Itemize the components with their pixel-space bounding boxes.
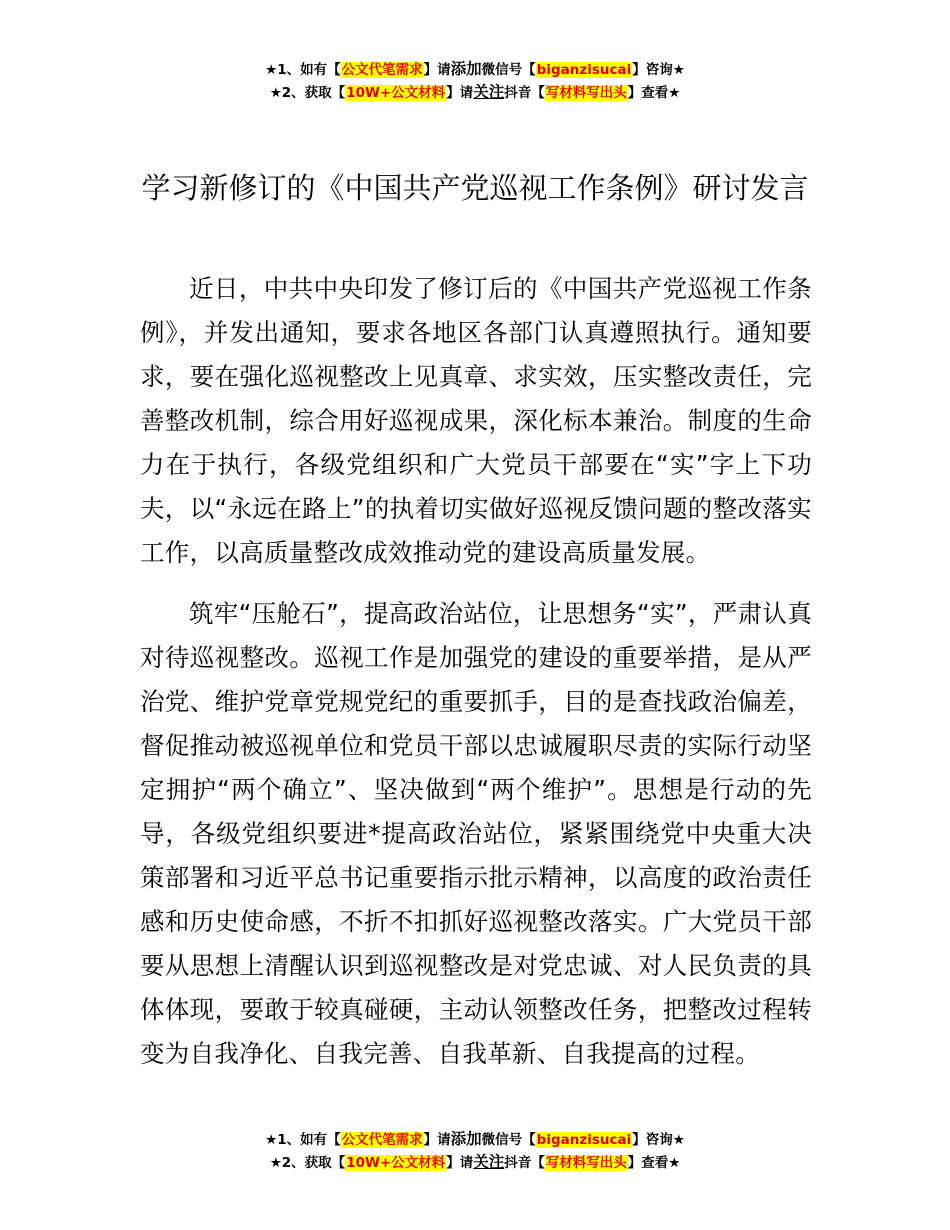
highlight-wechat-id: biganzisucai: [536, 62, 632, 78]
highlight-materials: 10W+公文材料: [346, 1155, 446, 1171]
document-body: [140, 267, 812, 1093]
paragraph-1: 近日，中共中央印发了修订后的《中国共产党巡视工作条例》，并发出通知，要求各地区各部门认真遵照执行。通知要求，要在强化巡视整改上见真章、求实效，压实整改责任，完善整改机制，综合用好巡视成果，深化标本兼治。制度的生命力在于执行，各级党组织和广大党员干部要在“实”字上下功夫，以“永远在路上”的执着切实做好巡视反馈问题的整改落实工作，以高质量整改成效推动党的建设高质量发展。: [140, 274, 812, 567]
highlight-service: 公文代笔需求: [341, 62, 423, 78]
highlight-service: 公文代笔需求: [341, 1132, 423, 1148]
document-title: 学习新修订的《中国共产党巡视工作条例》研讨发言: [141, 171, 809, 205]
footer-banner: [0, 1128, 950, 1174]
highlight-douyin-account: 写材料写出头: [545, 85, 627, 101]
header-banner: [0, 58, 950, 104]
highlight-douyin-account: 写材料写出头: [545, 1155, 627, 1171]
banner-line-2: ★2、获取【10W+公文材料】请关注抖音【写材料写出头】查看★: [269, 83, 681, 101]
banner-line-2: ★2、获取【10W+公文材料】请关注抖音【写材料写出头】查看★: [269, 1153, 681, 1171]
banner-line-1: ★1、如有【公文代笔需求】请添加微信号【biganzisucai】咨询★: [265, 1130, 685, 1148]
paragraph-2: 筑牢“压舱石”，提高政治站位，让思想务“实”，严肃认真对待巡视整改。巡视工作是加强党的建设的重要举措，是从严治党、维护党章党规党纪的重要抓手，目的是查找政治偏差，督促推动被巡视单位和党员干部以忠诚履职尽责的实际行动坚定拥护“两个确立”、坚决做到“两个维护”。思想是行动的先导，各级党组织要进*提高政治站位，紧紧围绕党中央重大决策部署和习近平总书记重要指示批示精神，以高度的政治责任感和历史使命感，不折不扣抓好巡视整改落实。广大党员干部要从思想上清醒认识到巡视整改是对党忠诚、对人民负责的具体体现，要敢于较真碰硬，主动认领整改任务，把整改过程转变为自我净化、自我完善、自我革新、自我提高的过程。: [140, 599, 812, 1068]
highlight-materials: 10W+公文材料: [346, 85, 446, 101]
highlight-wechat-id: biganzisucai: [536, 1132, 632, 1148]
banner-line-1: ★1、如有【公文代笔需求】请添加微信号【biganzisucai】咨询★: [265, 60, 685, 78]
